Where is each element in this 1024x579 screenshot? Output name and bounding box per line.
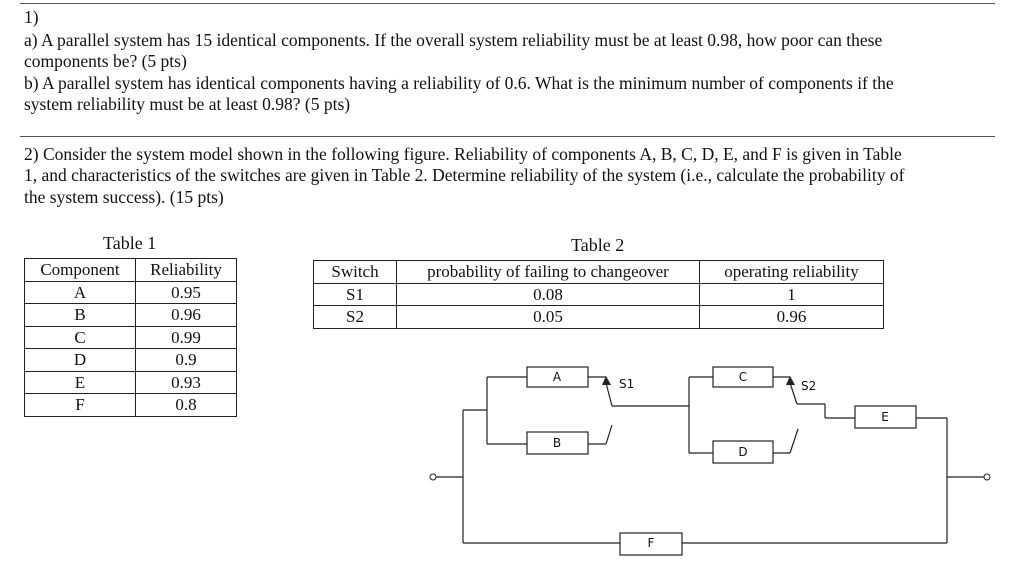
table-cell: D [25, 349, 136, 372]
table-cell: A [25, 281, 136, 304]
table-cell: 1 [700, 283, 884, 306]
table-cell: B [25, 304, 136, 327]
table1-caption: Table 1 [103, 233, 157, 253]
table-cell: C [25, 326, 136, 349]
q1-number: 1) [24, 7, 39, 27]
input-terminal [430, 474, 436, 480]
block-c-label: C [738, 370, 748, 384]
table2-header-operating: operating reliability [700, 261, 884, 284]
table-cell: 0.08 [397, 283, 700, 306]
diagram-terminals [430, 474, 990, 480]
q1a-line1: a) A parallel system has 15 identical components. If the overall system reliability must be at least 0.98, how poor can these [24, 30, 883, 50]
block-f-label: F [647, 536, 655, 550]
table-cell: E [25, 371, 136, 394]
table-cell: 0.9 [136, 349, 237, 372]
q1a-line2: components be? (5 pts) [24, 51, 187, 71]
table-cell: 0.05 [397, 306, 700, 329]
table-cell: S1 [314, 283, 397, 306]
q1b-line2: system reliability must be at least 0.98? (5 pts) [24, 94, 351, 114]
q1b-line1: b) A parallel system has identical components having a reliability of 0.6. What is the minimum number of components if the [24, 73, 894, 93]
table-cell: 0.96 [136, 304, 237, 327]
table-cell: 0.99 [136, 326, 237, 349]
switch-s2-label: S2 [801, 379, 817, 393]
q2-line1: 2) Consider the system model shown in the following figure. Reliability of components A, B, C, D, E, and F is given in Table [24, 144, 902, 164]
table1-header-component: Component [25, 259, 136, 282]
block-e-label: E [881, 410, 889, 424]
table-cell: 0.96 [700, 306, 884, 329]
table-cell: 0.8 [136, 394, 237, 417]
table-cell: 0.93 [136, 371, 237, 394]
table2-header-fail: probability of failing to changeover [397, 261, 700, 284]
table2-header-switch: Switch [314, 261, 397, 284]
table-cell: S2 [314, 306, 397, 329]
block-a-label: A [552, 370, 562, 384]
table-cell: F [25, 394, 136, 417]
output-terminal [984, 474, 990, 480]
q2-line2: 1, and characteristics of the switches are given in Table 2. Determine reliability of the system (i.e., calculate the probability of [24, 165, 905, 185]
q2-line3: the system success). (15 pts) [24, 187, 224, 207]
block-b-label: B [552, 436, 562, 450]
table-cell: 0.95 [136, 281, 237, 304]
switch-s1-label: S1 [619, 377, 635, 391]
table1-header-reliability: Reliability [136, 259, 237, 282]
diagram-wires [436, 377, 984, 543]
block-d-label: D [738, 445, 748, 459]
table2-caption: Table 2 [571, 235, 625, 255]
